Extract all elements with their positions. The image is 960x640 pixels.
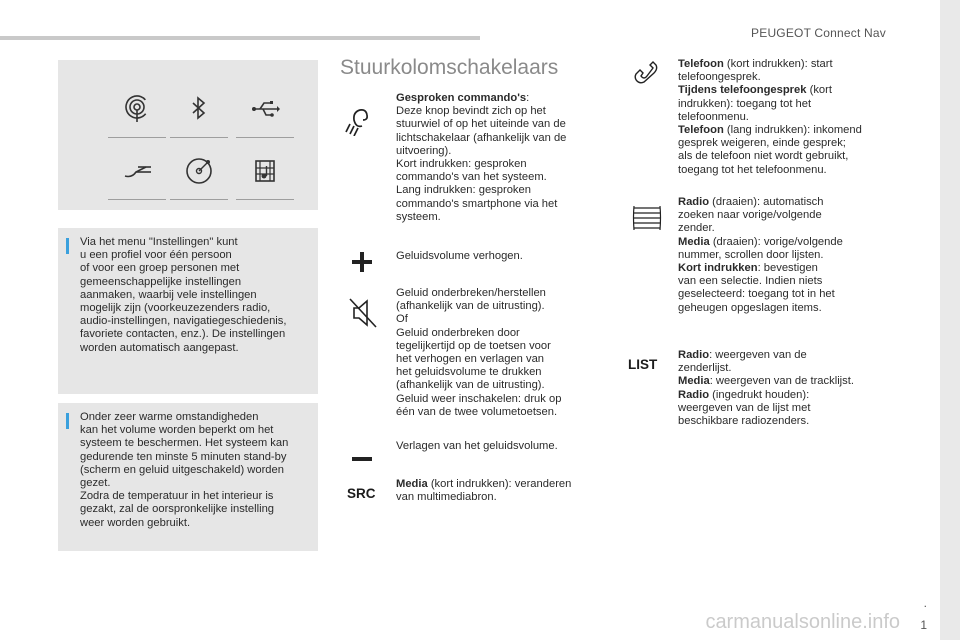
media-source-icon-panel xyxy=(58,60,318,210)
cd-icon xyxy=(170,152,228,200)
control-name: Telefoon xyxy=(678,124,724,137)
info-text: Onder zeer warme omstandigheden kan het volume worden beperkt om het systeem te beschermen. Het systeem kan gedurende ten minste 5 minuten stand-by (scherm en geluid uitgeschakeld) worden gezet. Zodra de temperatuur in het interieur is gezakt, zal de oorspronkelijke instelling weer worden gebruikt. xyxy=(80,411,289,529)
control-name: Media xyxy=(678,375,710,388)
control-name: Radio xyxy=(678,388,710,401)
info-text: Via het menu "Instellingen" kunt u een profiel voor één persoon of voor een groep personen met gemeenschappelijke instellingen aanmaken, waarbij vele instellingen mogelijk zijn (voorkeuzezenders radio, audio-instellingen, navigatiegeschiedenis, favoriete contacten, enz.). De instellingen worden automatisch aangepast. xyxy=(80,236,287,354)
info-box-profiles xyxy=(58,228,318,394)
control-description: (ingedrukt houden): weergeven van de lijst met beschikbare radiozenders. xyxy=(678,388,811,428)
control-description: Geluidsvolume verhogen. xyxy=(396,250,523,262)
control-description: : weergeven van de zenderlijst. xyxy=(678,349,807,375)
radio-waves-icon xyxy=(108,90,166,138)
control-name: Gesproken commando's xyxy=(396,92,527,104)
control-name: Media xyxy=(396,478,428,490)
aux-jack-icon xyxy=(108,152,166,200)
mute-speaker-icon xyxy=(348,297,378,334)
control-name: Radio xyxy=(678,196,710,208)
section-title: Stuurkolomschakelaars xyxy=(340,56,559,79)
right-margin-bar xyxy=(940,0,960,640)
scroll-wheel-icon xyxy=(632,204,662,235)
voice-command-icon xyxy=(344,106,378,141)
watermark: carmanualsonline.info xyxy=(705,611,900,633)
info-marker-icon xyxy=(66,413,69,429)
control-name: Kort indrukken xyxy=(678,262,758,275)
usb-icon xyxy=(236,90,294,138)
info-box-temperature xyxy=(58,403,318,551)
control-description: (kort indrukken): toegang tot het telefoonmenu. xyxy=(678,84,832,123)
control-name: Telefoon xyxy=(678,58,724,70)
footer-marker: . xyxy=(923,596,927,610)
film-note-icon xyxy=(236,152,294,200)
control-description: (draaien): automatisch zoeken naar vorige/volgende zender. xyxy=(678,196,824,235)
page-number: 1 xyxy=(920,618,927,632)
bluetooth-icon xyxy=(170,90,228,138)
minus-icon xyxy=(350,450,374,468)
control-description: (draaien): vorige/volgende nummer, scrollen door lijsten. xyxy=(678,235,843,261)
control-description: : bevestigen van een selectie. Indien niets geselecteerd: toegang tot in het geheugen opgeslagen items. xyxy=(678,262,835,314)
control-name: Media xyxy=(678,235,710,248)
list-button-label: LIST xyxy=(628,357,658,372)
control-description: (kort indrukken): start telefoongesprek. xyxy=(678,58,833,84)
control-name: Radio xyxy=(678,349,710,361)
plus-icon xyxy=(350,250,374,279)
control-description: (lang indrukken): inkomend gesprek weigeren, einde gesprek; als de telefoon niet wordt gebruikt, toegang tot het telefoonmenu. xyxy=(678,124,862,176)
header-rule xyxy=(0,36,480,40)
control-name: Tijdens telefoongesprek xyxy=(678,84,807,97)
control-description: : weergeven van de tracklijst. xyxy=(709,375,854,388)
control-description: : Deze knop bevindt zich op het stuurwiel of op het uiteinde van de lichtschakelaar (afhankelijk van de uitvoering). Kort indrukken: gesproken commando's van het systeem. Lang indrukken: gesproken commando's smartphone via het systeem. xyxy=(396,92,567,223)
page-header: PEUGEOT Connect Nav xyxy=(751,26,886,40)
control-description: Geluid onderbreken/herstellen (afhankelijk van de uitrusting). Of Geluid onderbreken door tegelijkertijd op de toetsen voor het verhogen en verlagen van het geluidsvolume te drukken (afhankelijk van de uitrusting). Geluid weer inschakelen: druk op één van de twee volumetoetsen. xyxy=(396,287,562,418)
info-marker-icon xyxy=(66,238,69,254)
phone-handset-icon xyxy=(632,58,658,89)
control-description: (kort indrukken): veranderen van multimediabron. xyxy=(396,478,572,504)
control-description: Verlagen van het geluidsvolume. xyxy=(396,440,558,452)
src-button-label: SRC xyxy=(347,486,376,501)
